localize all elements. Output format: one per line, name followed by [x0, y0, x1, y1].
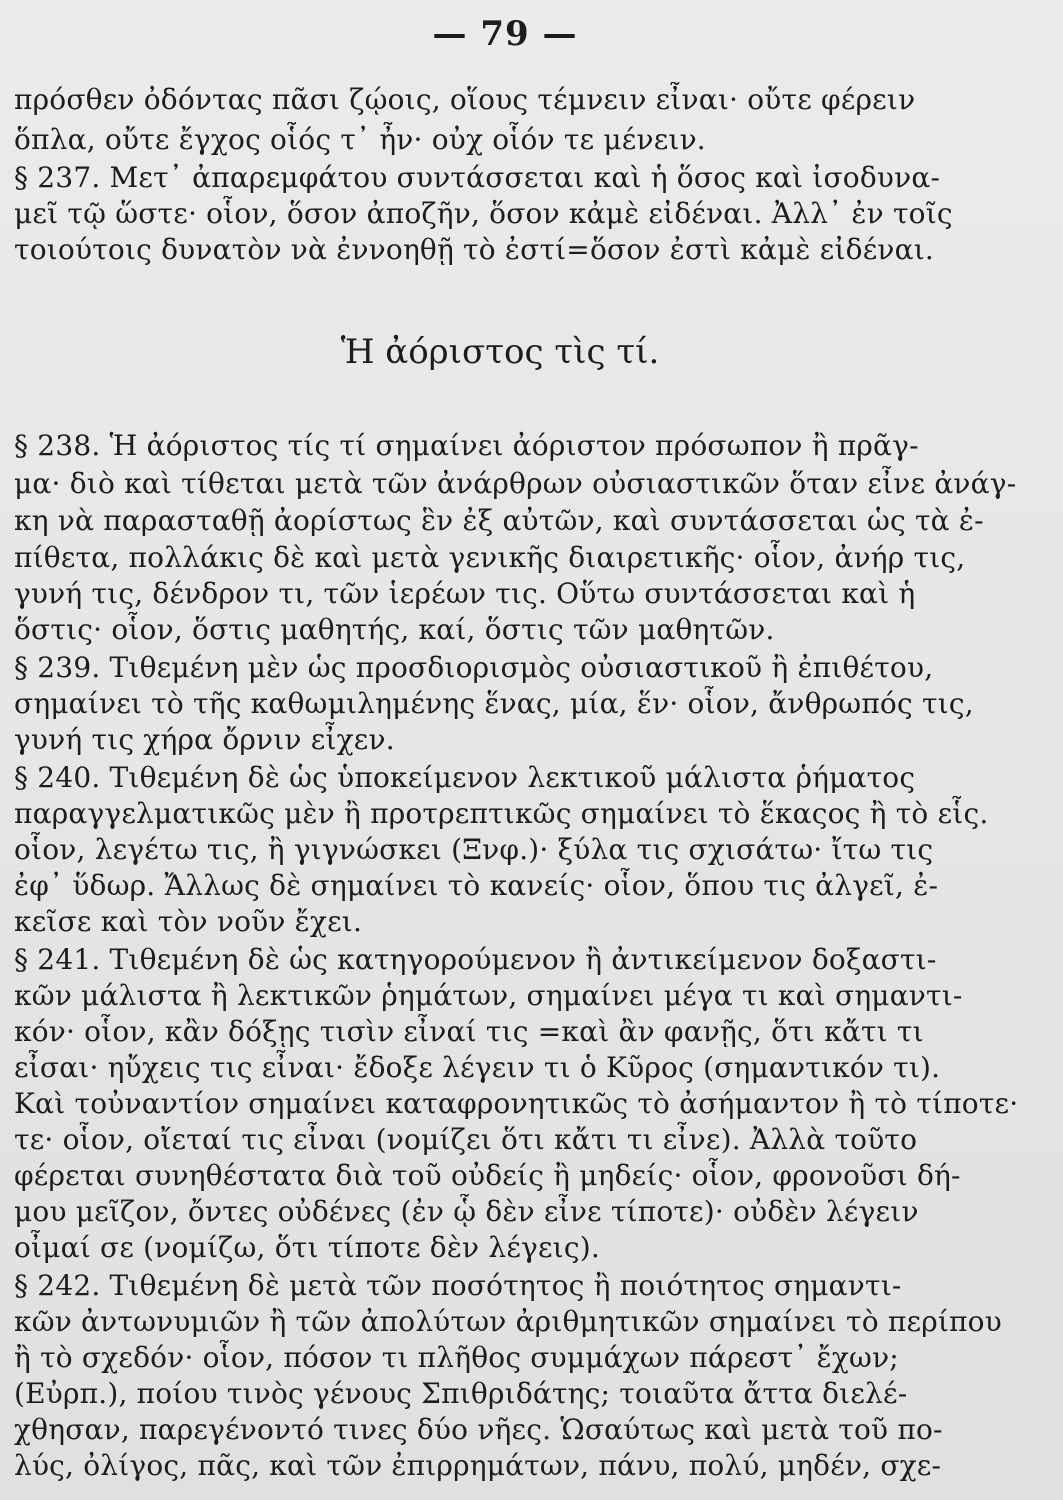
text-line: φέρεται συνηθέστατα διὰ τοῦ οὐδείς ἢ μηδείς· οἷον, φρονοῦσι δή- — [14, 1159, 961, 1192]
page-number: — 79 — — [432, 14, 578, 54]
text-line: ὅστις· οἷον, ὅστις μαθητής, καί, ὅστις τῶν μαθητῶν. — [14, 613, 775, 646]
text-line: τε· οἷον, οἴεταί τις εἶναι (νομίζει ὅτι κἄτι τι εἶνε). Ἀλλὰ τοῦτο — [14, 1123, 918, 1156]
text-line: μου μεῖζον, ὄντες οὐδένες (ἐν ᾧ δὲν εἶνε τίποτε)· οὐδὲν λέγειν — [14, 1195, 919, 1228]
text-line: ἐφ᾽ ὕδωρ. Ἄλλως δὲ σημαίνει τὸ κανείς· οἷον, ὅπου τις ἀλγεῖ, ἐ- — [14, 869, 939, 902]
text-line: Καὶ τοὐναντίον σημαίνει καταφρονητικῶς τὸ ἀσήμαντον ἢ τὸ τίποτε· — [14, 1087, 1019, 1120]
text-line: κη νὰ παρασταθῇ ἀορίστως ἓν ἐξ αὐτῶν, καὶ συντάσσεται ὡς τὰ ἐ- — [14, 504, 984, 537]
text-line: ὅπλα, οὔτε ἔγχος οἷός τ᾽ ἦν· οὐχ οἷόν τε μένειν. — [14, 123, 706, 156]
text-line: χθησαν, παρεγένοντό τινες δύο νῆες. Ὡσαύτως καὶ μετὰ τοῦ πο- — [14, 1413, 943, 1446]
text-line: § 240. Τιθεμένη δὲ ὡς ὑποκείμενον λεκτικοῦ μάλιστα ῥήματος — [14, 761, 916, 794]
text-line: κεῖσε καὶ τὸν νοῦν ἔχει. — [14, 905, 363, 938]
text-line: εἶσαι· ηὔχεις τις εἶναι· ἔδοξε λέγειν τι ὁ Κῦρος (σημαντικόν τι). — [14, 1051, 941, 1084]
text-line: κόν· οἷον, κἂν δόξῃς τισὶν εἶναί τις =καὶ ἂν φανῇς, ὅτι κἄτι τι — [14, 1015, 924, 1048]
text-line: § 237. Μετ᾽ ἀπαρεμφάτου συντάσσεται καὶ ἡ ὅσος καὶ ἰσοδυνα- — [14, 161, 941, 194]
text-line: οἷον, λεγέτω τις, ἢ γιγνώσκει (Ξνφ.)· ξύλα τις σχισάτω· ἴτω τις — [14, 833, 934, 866]
text-line: πίθετα, πολλάκις δὲ καὶ μετὰ γενικῆς διαιρετικῆς· οἷον, ἀνήρ τις, — [14, 541, 966, 574]
text-line: σημαίνει τὸ τῆς καθωμιλημένης ἕνας, μία, ἕν· οἷον, ἄνθρωπός τις, — [14, 687, 974, 720]
text-line: κῶν ἀντωνυμιῶν ἢ τῶν ἀπολύτων ἀριθμητικῶν σημαίνει τὸ περίπου — [14, 1305, 1002, 1338]
text-line: οἶμαί σε (νομίζω, ὅτι τίποτε δὲν λέγεις). — [14, 1231, 600, 1264]
text-line: γυνή τις, δένδρον τι, τῶν ἱερέων τις. Οὕτω συντάσσεται καὶ ἡ — [14, 577, 916, 610]
text-line: παραγγελματικῶς μὲν ἢ προτρεπτικῶς σημαίνει τὸ ἕκαςος ἢ τὸ εἷς. — [14, 797, 989, 830]
text-line: πρόσθεν ὀδόντας πᾶσι ζῴοις, οἵους τέμνειν εἶναι· οὔτε φέρειν — [14, 83, 916, 116]
text-line: γυνή τις χήρα ὄρνιν εἶχεν. — [14, 723, 395, 756]
text-line: μα· διὸ καὶ τίθεται μετὰ τῶν ἀνάρθρων οὐσιαστικῶν ὅταν εἶνε ἀνάγ- — [14, 467, 1017, 500]
text-line: κῶν μάλιστα ἢ λεκτικῶν ῥημάτων, σημαίνει μέγα τι καὶ σημαντι- — [14, 979, 963, 1012]
text-line: ἢ τὸ σχεδόν· οἷον, πόσον τι πλῆθος συμμάχων πάρεστ᾽ ἔχων; — [14, 1341, 899, 1374]
text-line: τοιούτοις δυνατὸν νὰ ἐννοηθῇ τὸ ἐστί=ὅσον ἐστὶ κἀμὲ εἰδέναι. — [14, 233, 935, 266]
text-line: § 241. Τιθεμένη δὲ ὡς κατηγορούμενον ἢ ἀντικείμενον δοξαστι- — [14, 943, 937, 976]
text-line: § 242. Τιθεμένη δὲ μετὰ τῶν ποσότητος ἢ ποιότητος σημαντι- — [14, 1269, 902, 1302]
section-heading: Ἡ ἀόριστος τὶς τί. — [340, 332, 660, 372]
text-line: (Εὐρπ.), ποίου τινὸς γένους Σπιθριδάτης; τοιαῦτα ἄττα διελέ- — [14, 1377, 908, 1410]
text-line: § 239. Τιθεμένη μὲν ὡς προσδιορισμὸς οὐσιαστικοῦ ἢ ἐπιθέτου, — [14, 651, 934, 684]
text-line: μεῖ τῷ ὥστε· οἷον, ὅσον ἀποζῆν, ὅσον κἀμὲ εἰδέναι. Ἀλλ᾽ ἐν τοῖς — [14, 197, 953, 230]
text-line: § 238. Ἡ ἀόριστος τίς τί σημαίνει ἀόριστον πρόσωπον ἢ πρᾶγ- — [14, 429, 919, 462]
text-line: λύς, ὀλίγος, πᾶς, καὶ τῶν ἐπιρρημάτων, πάνυ, πολύ, μηδέν, σχε- — [14, 1449, 942, 1482]
